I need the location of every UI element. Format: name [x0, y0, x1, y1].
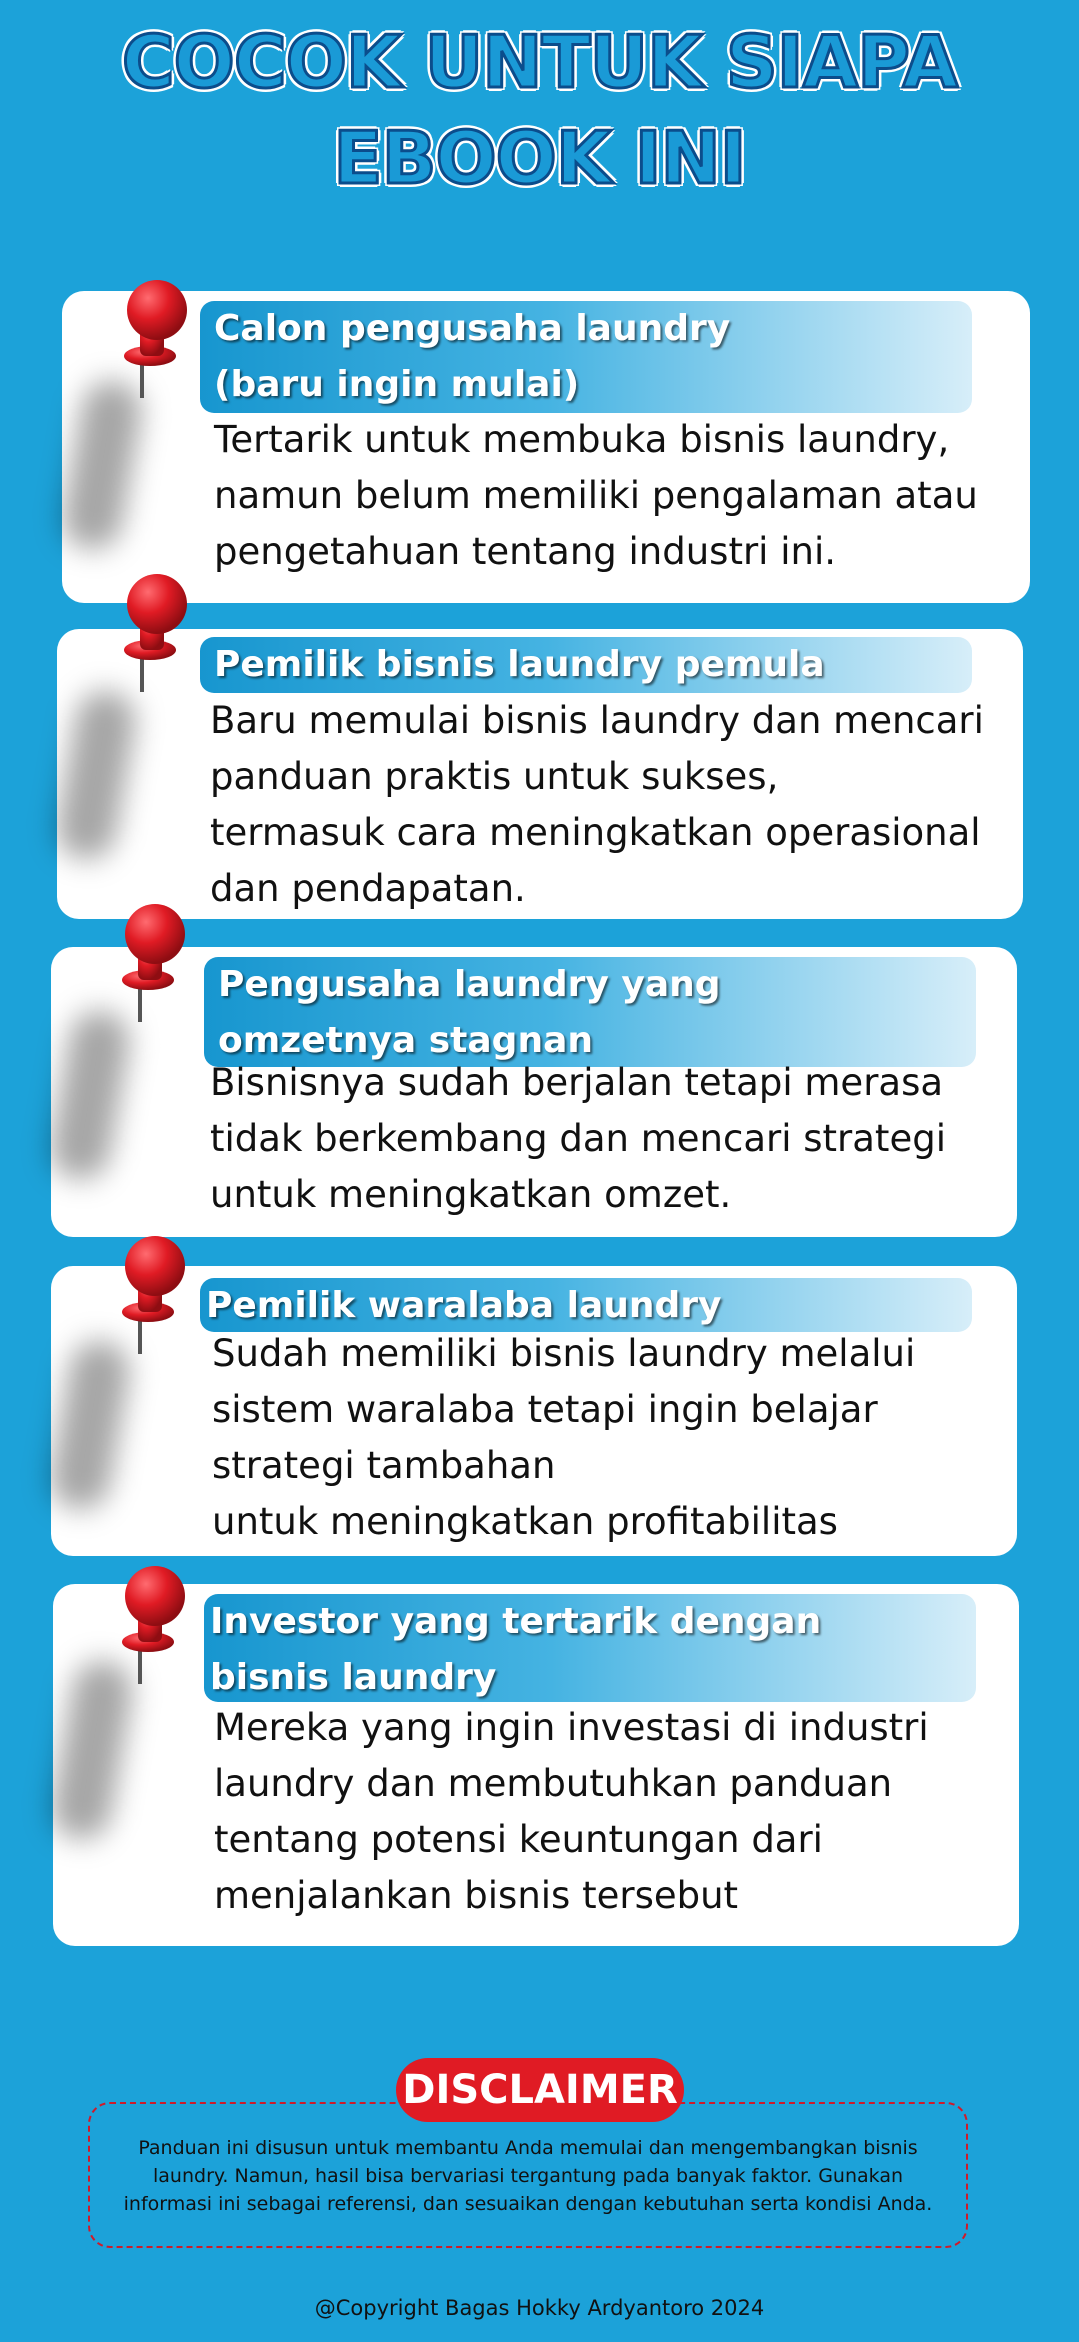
card-2-heading: Pemilik bisnis laundry pemula: [200, 637, 972, 693]
push-pin-icon: [118, 904, 188, 1024]
card-5-body: Mereka yang ingin investasi di industri laundry dan membutuhkan panduan tentang potensi keuntungan dari menjalankan bisnis tersebut: [214, 1706, 929, 1917]
copyright-text: @Copyright Bagas Hokky Ardyantoro 2024: [314, 2296, 765, 2320]
push-pin-icon: [118, 1566, 188, 1686]
disclaimer-badge: DISCLAIMER: [396, 2058, 684, 2122]
push-pin-icon: [120, 280, 190, 400]
page-title-line-2: EBOOK INI: [333, 116, 746, 200]
card-4-heading: Pemilik waralaba laundry: [200, 1278, 972, 1332]
card-2-body: Baru memulai bisnis laundry dan mencari panduan praktis untuk sukses, termasuk cara meningkatkan operasional dan pendapatan.: [210, 699, 984, 910]
disclaimer-box: [88, 2102, 968, 2248]
push-pin-icon: [120, 574, 190, 694]
card-1-heading: Calon pengusaha laundry (baru ingin mulai): [200, 301, 972, 413]
push-pin-icon: [118, 1236, 188, 1356]
disclaimer-text: Panduan ini disusun untuk membantu Anda memulai dan mengembangkan bisnis laundry. Namun, hasil bisa bervariasi tergantung pada banyak faktor. Gunakan informasi ini sebagai referensi, dan sesuaikan dengan kebutuhan serta kondisi Anda.: [123, 2137, 933, 2215]
page-title: [0, 14, 1079, 206]
card-1-body: Tertarik untuk membuka bisnis laundry, namun belum memiliki pengalaman atau pengetahuan tentang industri ini.: [214, 418, 978, 573]
card-3-body: Bisnisnya sudah berjalan tetapi merasa tidak berkembang dan mencari strategi untuk meningkatkan omzet.: [210, 1061, 946, 1216]
page-title-line-1: COCOK UNTUK SIAPA: [121, 20, 958, 104]
card-4-body: Sudah memiliki bisnis laundry melalui sistem waralaba tetapi ingin belajar strategi tambahan untuk meningkatkan profitabilitas: [212, 1332, 916, 1543]
card-3-heading: Pengusaha laundry yang omzetnya stagnan: [204, 957, 976, 1067]
card-5-heading: Investor yang tertarik dengan bisnis laundry: [204, 1594, 976, 1702]
